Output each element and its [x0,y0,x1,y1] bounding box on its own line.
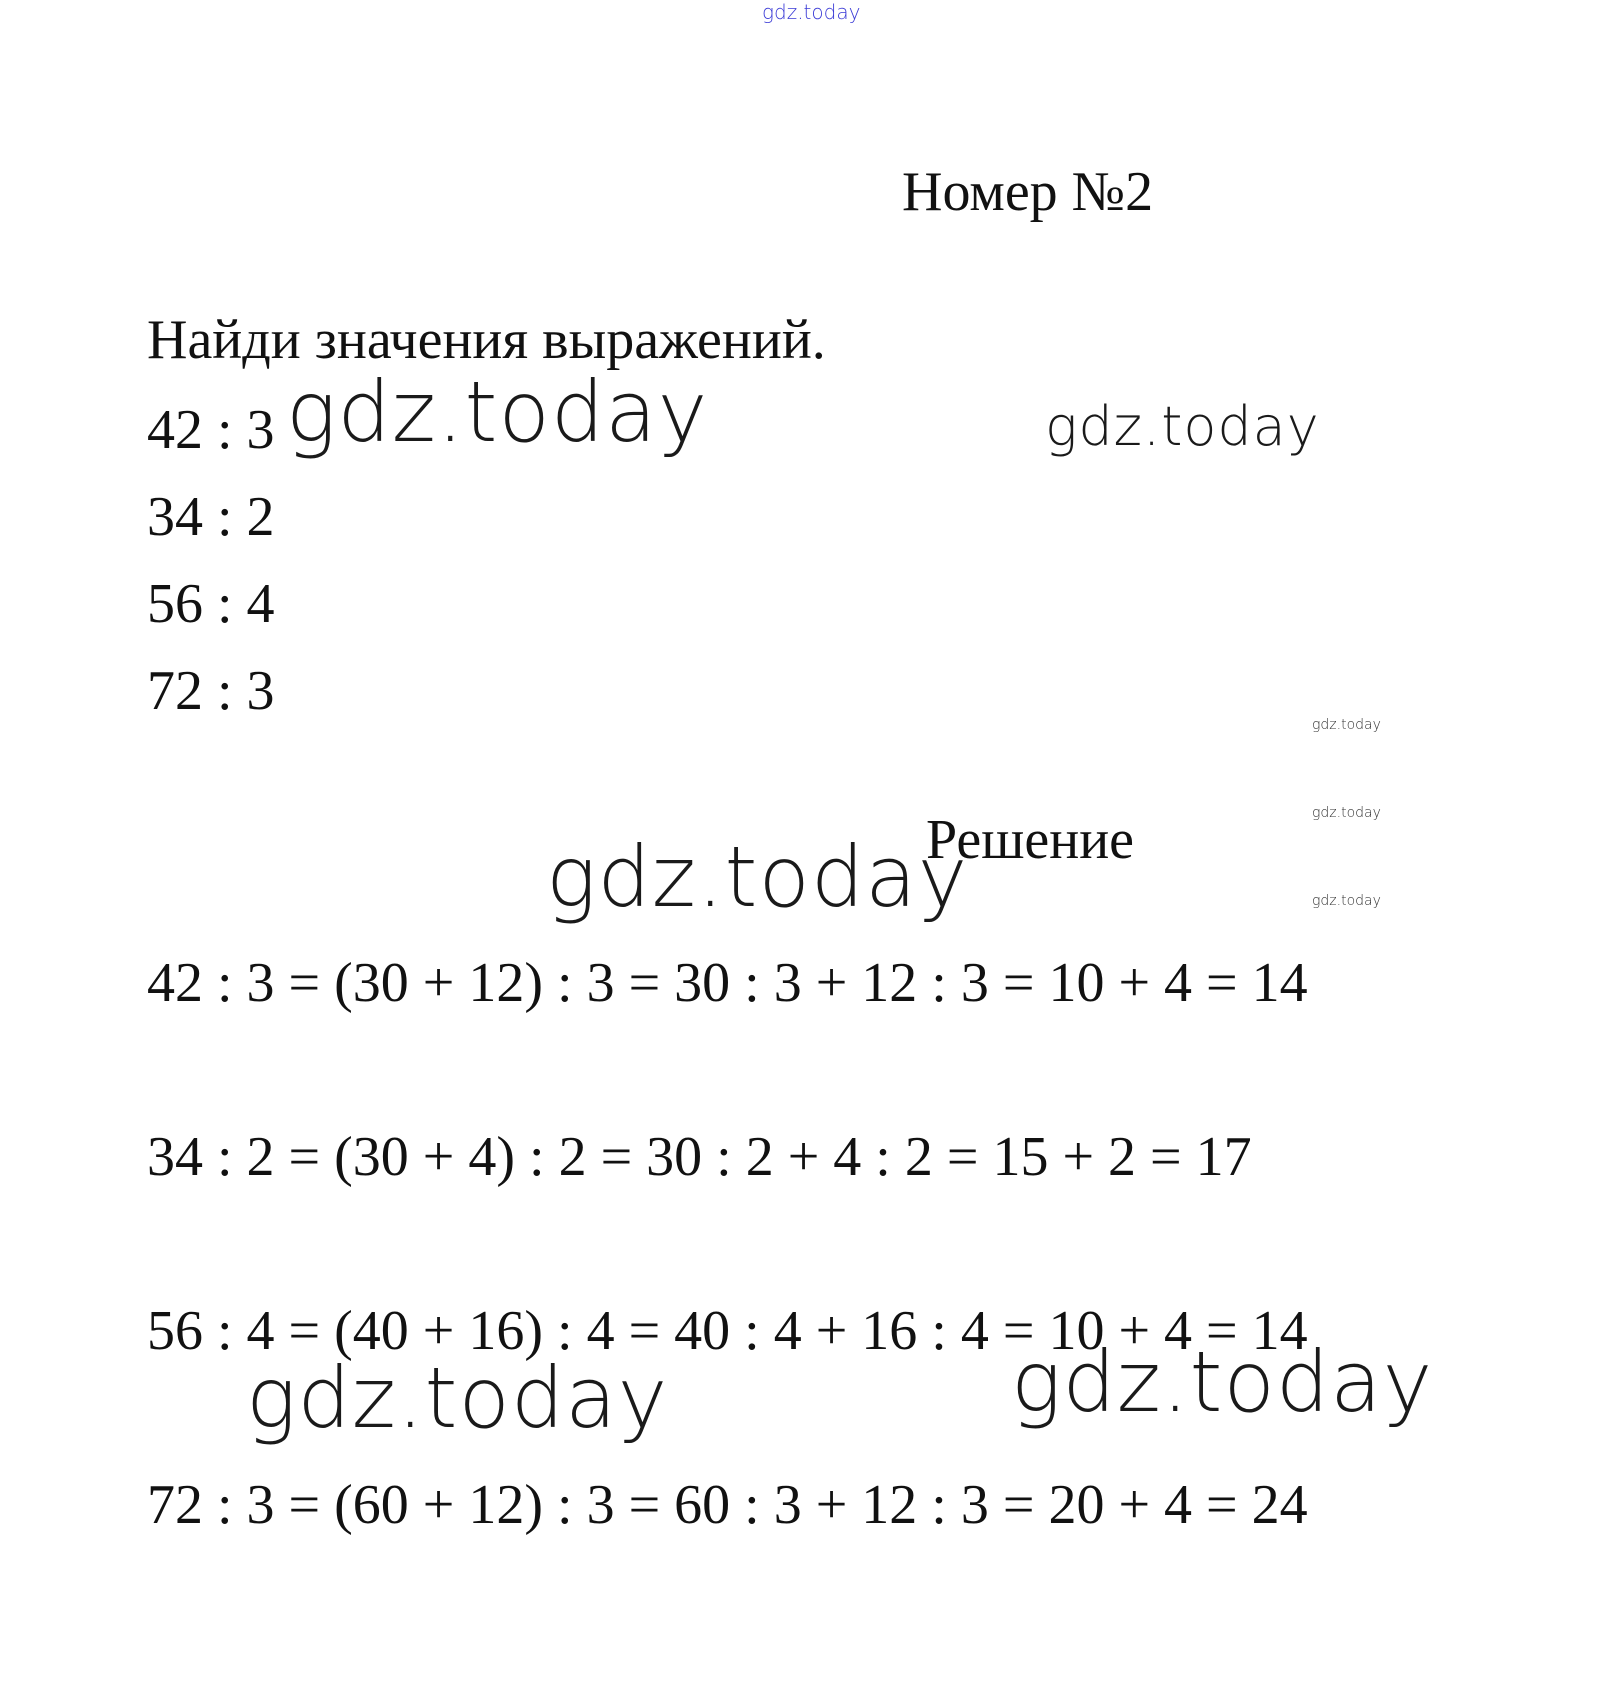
task-expression: 56 : 4 [147,573,275,635]
task-expression: 34 : 2 [147,486,275,548]
watermark: gdz.today [762,0,861,24]
task-instruction: Найди значения выражений. [147,309,826,371]
solution-line: 56 : 4 = (40 + 16) : 4 = 40 : 4 + 16 : 4 = 10 + 4 = 14 [147,1300,1308,1362]
task-expression: 72 : 3 [147,660,275,722]
page-title: Номер №2 [902,161,1154,223]
watermark: gdz.today [1011,1333,1434,1431]
solution-line: 42 : 3 = (30 + 12) : 3 = 30 : 3 + 12 : 3 = 10 + 4 = 14 [147,952,1308,1014]
solution-line: 72 : 3 = (60 + 12) : 3 = 60 : 3 + 12 : 3 = 20 + 4 = 24 [147,1474,1308,1536]
watermark: gdz.today [1312,893,1381,909]
watermark: gdz.today [246,1349,669,1447]
watermark: gdz.today [1045,395,1320,458]
watermark: gdz.today [546,828,969,926]
watermark: gdz.today [1312,805,1381,821]
solution-line: 34 : 2 = (30 + 4) : 2 = 30 : 2 + 4 : 2 = 15 + 2 = 17 [147,1126,1252,1188]
task-expression: 42 : 3 [147,399,275,461]
watermark: gdz.today [1312,717,1381,733]
watermark: gdz.today [286,363,709,461]
solution-title: Решение [926,809,1135,871]
